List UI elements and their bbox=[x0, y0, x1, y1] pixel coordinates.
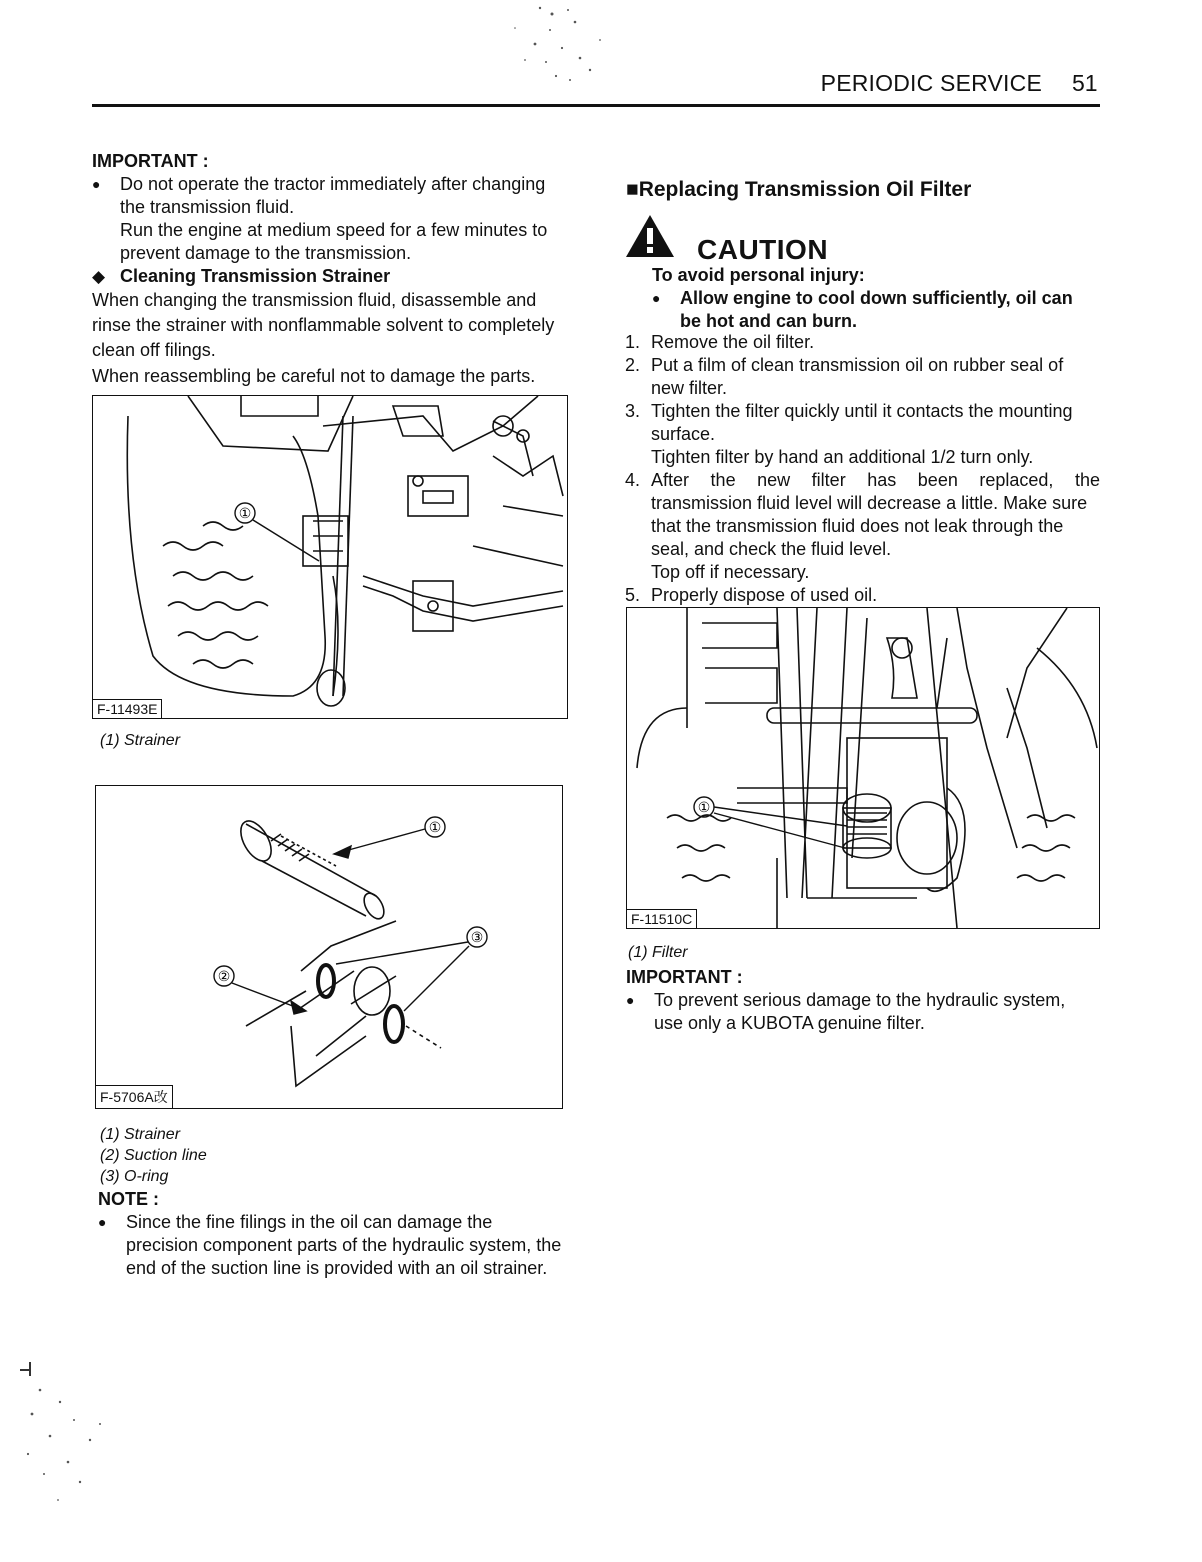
step-3: 3. Tighten the filter quickly until it contacts the mounting surface. Tighten filter by hand an additional 1/2 turn only. bbox=[625, 401, 1073, 467]
note-line: precision component parts of the hydraulic system, the bbox=[126, 1235, 562, 1255]
important-bullet bbox=[92, 173, 572, 265]
important-line: the transmission fluid. bbox=[120, 197, 295, 217]
figure2-callout-1: ① bbox=[428, 819, 442, 835]
figure-strainer-location bbox=[92, 395, 568, 719]
procedure-steps bbox=[625, 331, 1100, 607]
caution-bullet bbox=[652, 287, 1104, 333]
figure2-captions bbox=[100, 1124, 207, 1187]
figure3-caption: (1) Filter bbox=[628, 944, 688, 961]
figure1-callout: ① bbox=[238, 505, 252, 521]
step-2: 2. Put a film of clean transmission oil on rubber seal of new filter. bbox=[625, 355, 1064, 398]
subsection-heading bbox=[92, 265, 572, 288]
important-line: use only a KUBOTA genuine filter. bbox=[654, 1013, 925, 1033]
caution-line: Allow engine to cool down sufficiently, oil can bbox=[680, 288, 1073, 308]
subsection-title: Cleaning Transmission Strainer bbox=[120, 266, 391, 286]
figure2-caption: (2) Suction line bbox=[100, 1147, 207, 1164]
note-bullet bbox=[98, 1211, 574, 1280]
figure1-code: F-11493E bbox=[93, 699, 162, 718]
scan-noise-bottom-left bbox=[10, 1350, 130, 1530]
note-line: Since the fine filings in the oil can damage the bbox=[126, 1212, 493, 1232]
subsection-paragraph-2: When reassembling be careful not to damage the parts. bbox=[92, 366, 536, 386]
caution-subtitle: To avoid personal injury: bbox=[652, 265, 865, 285]
important-label: IMPORTANT : bbox=[626, 967, 743, 987]
step-4: 4. After the new filter has been replaced, the transmission fluid level will decrease a little. Make sure that the transmission fluid does not leak through the seal, and check the fluid level. Top off if necessary. bbox=[625, 470, 1100, 582]
warning-triangle-icon bbox=[624, 212, 676, 260]
square-icon: ■ bbox=[626, 178, 639, 201]
oil-filter-illustration bbox=[627, 608, 1099, 928]
diamond-icon: ◆ bbox=[92, 267, 106, 286]
bullet-icon: ● bbox=[626, 992, 635, 1008]
paragraph-line: When changing the transmission fluid, disassemble and bbox=[92, 290, 537, 310]
bullet-icon: ● bbox=[98, 1214, 107, 1230]
paragraph-line: clean off filings. bbox=[92, 340, 216, 360]
running-header-title: PERIODIC SERVICE bbox=[820, 70, 1042, 96]
scan-noise-top bbox=[480, 0, 630, 100]
figure2-code: F-5706A改 bbox=[96, 1085, 173, 1108]
section-heading bbox=[626, 178, 971, 202]
important-line: Run the engine at medium speed for a few minutes to bbox=[120, 220, 548, 240]
figure-oil-filter bbox=[626, 607, 1100, 929]
right-important-block bbox=[626, 966, 1104, 1035]
bullet-icon: ● bbox=[652, 290, 661, 306]
paragraph-line: rinse the strainer with nonflammable solvent to completely bbox=[92, 315, 555, 335]
important-line: prevent damage to the transmission. bbox=[120, 243, 412, 263]
note-block bbox=[98, 1188, 574, 1280]
figure2-caption: (1) Strainer bbox=[100, 1126, 181, 1143]
caution-heading: CAUTION bbox=[697, 234, 829, 265]
important-bullet bbox=[626, 989, 1104, 1035]
section-title: Replacing Transmission Oil Filter bbox=[638, 178, 972, 201]
caution-block bbox=[652, 264, 1104, 333]
subsection-paragraph bbox=[92, 288, 572, 363]
figure1-caption: (1) Strainer bbox=[100, 732, 181, 749]
figure2-callout-2: ② bbox=[217, 968, 231, 984]
figure3-callout: ① bbox=[697, 799, 711, 815]
step-5: 5. Properly dispose of used oil. bbox=[625, 585, 878, 605]
important-label: IMPORTANT : bbox=[92, 151, 209, 171]
figure2-callout-3: ③ bbox=[470, 929, 484, 945]
figure-strainer-parts bbox=[95, 785, 563, 1109]
left-important-block bbox=[92, 150, 572, 389]
tractor-rear-illustration bbox=[93, 396, 567, 718]
caution-line: be hot and can burn. bbox=[680, 311, 858, 331]
bullet-icon: ● bbox=[92, 176, 101, 192]
note-label: NOTE : bbox=[98, 1189, 159, 1209]
note-line: end of the suction line is provided with an oil strainer. bbox=[126, 1258, 548, 1278]
important-line: Do not operate the tractor immediately after changing bbox=[120, 174, 546, 194]
header-divider bbox=[92, 104, 1100, 107]
important-line: To prevent serious damage to the hydraulic system, bbox=[654, 990, 1066, 1010]
figure2-caption: (3) O-ring bbox=[100, 1168, 169, 1185]
figure3-code: F-11510C bbox=[627, 909, 697, 928]
strainer-parts-illustration bbox=[96, 786, 562, 1108]
page-number: 51 bbox=[1072, 70, 1098, 96]
step-1: 1. Remove the oil filter. bbox=[625, 332, 815, 352]
